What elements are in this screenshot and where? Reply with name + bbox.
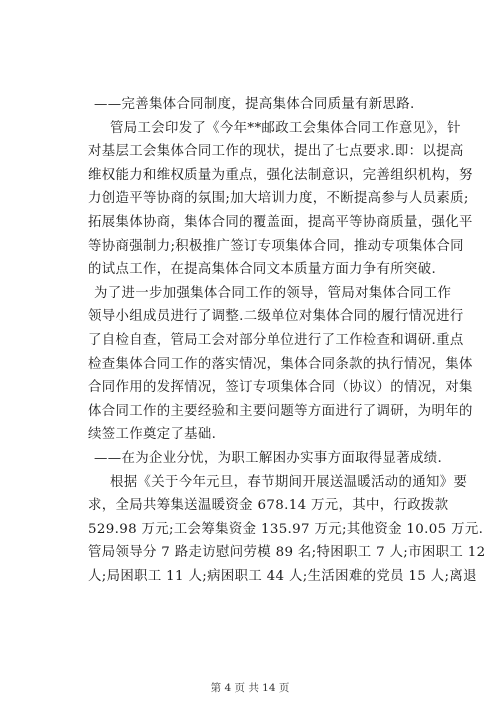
paragraph-line: 管局工会印发了《今年**邮政工会集体合同工作意见》，针	[110, 120, 461, 136]
section-heading-contract-system: ——完善集体合同制度，提高集体合同质量有新思路.	[94, 97, 415, 112]
paragraph-line: 529.98 万元;工会筹集资金 135.97 万元;其他资金 10.05 万元.	[88, 521, 484, 537]
paragraph-line: 检查集体合同工作的落实情况，集体合同条款的执行情况，集体	[88, 356, 473, 372]
paragraph-line: 的试点工作，在提高集体合同文本质量方面力争有所突破.	[88, 262, 437, 278]
section-heading-worker-support: ——在为企业分忧，为职工解困办实事方面取得显著成绩.	[94, 450, 443, 466]
paragraph-line: 对基层工会集体合同工作的现状，提出了七点要求.即：以提高	[88, 144, 464, 160]
page-number-footer: 第 4 页 共 14 页	[210, 682, 290, 694]
paragraph-line: 了自检自查，管局工会对部分单位进行了工作检查和调研.重点	[88, 332, 464, 348]
paragraph-line: 为了进一步加强集体合同工作的领导，管局对集体合同工作	[94, 285, 452, 301]
paragraph-line: 人;局困职工 11 人;病困职工 44 人;生活困难的党员 15 人;离退	[88, 568, 477, 584]
paragraph-line: 体合同工作的主要经验和主要问题等方面进行了调研，为明年的	[88, 403, 473, 419]
paragraph-line: 拓展集体协商，集体合同的覆盖面，提高平等协商质量，强化平	[88, 214, 473, 230]
paragraph-line: 管局领导分 7 路走访慰问劳模 89 名;特困职工 7 人;市困职工 12	[88, 545, 486, 561]
paragraph-line: 领导小组成员进行了调整.二级单位对集体合同的履行情况进行	[88, 309, 464, 325]
paragraph-line: 续签工作奠定了基础.	[88, 427, 217, 443]
document-body	[88, 93, 486, 588]
paragraph-line: 合同作用的发挥情况，签订专项集体合同（协议）的情况，对集	[88, 380, 473, 396]
paragraph-line: 求，全局共筹集送温暖资金 678.14 万元，其中，行政拨款	[88, 498, 449, 514]
paragraph-line: 维权能力和维权质量为重点，强化法制意识，完善组织机构，努	[88, 167, 473, 183]
paragraph-line: 根据《关于今年元旦，春节期间开展送温暖活动的通知》要	[110, 474, 468, 490]
paragraph-line: 力创造平等协商的氛围;加大培训力度，不断提高参与人员素质;	[88, 191, 469, 207]
paragraph-line: 等协商强制力;积极推广签订专项集体合同，推动专项集体合同	[88, 238, 464, 254]
